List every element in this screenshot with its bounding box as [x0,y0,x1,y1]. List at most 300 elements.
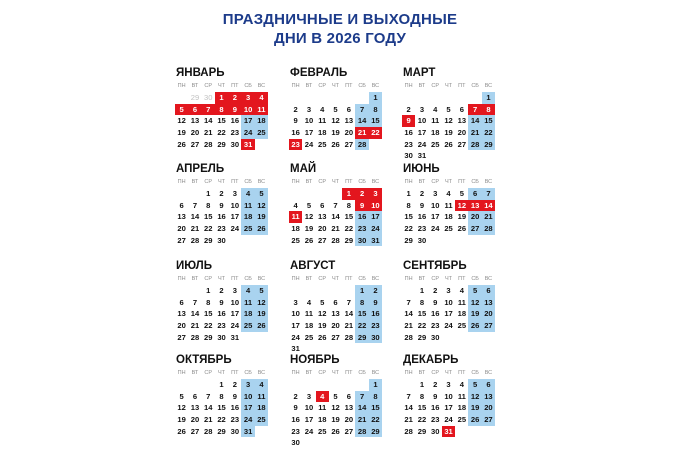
weekday-label: ПН [404,370,413,376]
day-cell: 21 [204,128,213,138]
weekday-label: ВТ [305,83,313,89]
day-cell: 23 [291,426,300,436]
day-cell: 29 [204,235,213,245]
weekday-label: ВТ [191,83,199,89]
day-cell: 17 [230,212,240,222]
empty-cell [302,92,315,104]
title-line-1: ПРАЗДНИЧНЫЕ И ВЫХОДНЫЕ [222,11,458,28]
weekend-day: 29 [482,139,495,151]
holiday-day: 3 [241,92,254,104]
holiday-day: 7 [468,104,481,116]
day-cell: 19 [177,128,186,138]
day-cell: 25 [457,415,467,425]
holiday-day: 9 [355,200,368,212]
weekend-day: 26 [468,320,481,332]
day-cell: 25 [318,426,327,436]
day-cell: 21 [190,224,200,234]
day-cell: 1 [206,286,211,295]
day-cell: 20 [344,128,354,138]
weekday-label: ПТ [231,179,239,185]
weekend-day: 15 [482,115,495,127]
day-cell: 19 [331,128,340,138]
day-cell: 1 [406,189,411,198]
day-cell: 2 [219,189,224,198]
weekday-label: ПН [177,83,186,89]
day-cell: 18 [457,403,467,413]
weekday-header [289,369,393,378]
weekday-label: ПТ [345,370,353,376]
day-cell: 29 [217,139,226,149]
day-cell: 24 [230,224,240,234]
day-cell: 12 [304,212,314,222]
day-cell: 9 [219,200,224,210]
weekday-label: СБ [358,179,366,185]
weekday-label: СР [204,83,213,89]
month-12 [402,353,506,437]
day-cell: 7 [192,297,198,307]
holiday-day: 23 [289,139,302,151]
weekday-label: ВТ [305,276,313,282]
weekend-day: 11 [241,297,254,309]
day-cell: 29 [217,426,226,436]
day-cell: 18 [457,309,467,319]
day-cell: 4 [433,104,438,114]
weekend-day: 19 [468,308,481,320]
day-cell: 30 [417,235,427,245]
weekend-day: 16 [355,211,368,223]
day-cell: 11 [457,297,466,307]
weekday-label: ПТ [231,276,239,282]
month-2 [289,66,393,150]
day-cell: 5 [446,104,451,114]
holiday-day: 3 [369,188,382,200]
day-cell: 22 [404,224,413,234]
day-cell: 24 [291,332,300,342]
day-cell: 30 [217,332,226,342]
weekday-label: ВС [484,276,493,282]
weekday-label: СР [318,276,327,282]
weekday-label: ВТ [191,370,199,376]
day-cell: 4 [306,297,312,307]
empty-cell [188,285,201,297]
day-cell: 25 [431,139,440,149]
weekend-day: 31 [241,426,254,438]
weekend-day: 7 [482,188,495,200]
month-name: АПРЕЛЬ [176,163,225,175]
day-cell: 15 [204,309,213,319]
holiday-day: 5 [175,104,188,116]
day-cell: 11 [304,309,313,319]
weekday-label: ПТ [345,179,353,185]
weekend-day: 15 [369,115,382,127]
day-cell: 18 [318,128,327,138]
day-cell: 3 [293,297,298,307]
day-cell: 16 [230,116,240,126]
weekend-day: 28 [468,139,481,151]
day-cell: 13 [177,212,186,222]
weekday-label: ВС [371,83,380,89]
weekday-label: ЧТ [218,370,226,376]
weekend-day: 20 [482,308,495,320]
day-cell: 16 [291,415,300,425]
weekend-day: 4 [241,188,254,200]
weekday-label: СР [431,83,440,89]
day-cell: 25 [444,224,453,234]
day-cell: 18 [318,415,327,425]
weekend-day: 19 [255,211,268,223]
day-cell: 6 [346,391,351,401]
holiday-day: 14 [482,200,495,212]
day-cell: 21 [404,415,413,425]
day-cell: 28 [344,332,354,342]
day-cell: 24 [304,426,314,436]
day-cell: 20 [457,128,467,138]
month-8 [289,259,393,355]
empty-cell [442,92,455,104]
weekday-label: ПН [291,83,300,89]
day-cell: 7 [333,200,338,210]
holiday-day: 31 [241,139,254,151]
day-cell: 6 [179,297,184,307]
day-cell: 26 [304,235,314,245]
weekday-label: ПН [404,83,413,89]
weekend-day: 5 [468,285,481,297]
day-cell: 28 [190,332,200,342]
day-cell: 21 [404,321,413,331]
empty-cell [289,379,302,391]
weekday-header [402,275,506,284]
day-cell: 6 [179,200,184,210]
day-grid [402,188,495,246]
empty-cell [468,92,481,104]
day-cell: 28 [404,426,413,436]
day-cell: 24 [230,321,240,331]
day-cell: 10 [230,297,240,307]
weekend-day: 21 [468,127,481,139]
holiday-day: 11 [289,211,302,223]
day-cell: 5 [459,189,464,198]
day-cell: 14 [404,309,413,319]
weekend-day: 29 [355,332,368,344]
day-cell: 28 [204,426,213,436]
day-cell: 16 [417,212,427,222]
weekend-day: 11 [241,200,254,212]
day-cell: 22 [204,321,213,331]
weekday-label: ПН [291,370,300,376]
day-cell: 25 [304,332,314,342]
day-cell: 7 [406,297,411,307]
day-cell: 30 [230,139,240,149]
weekend-day: 5 [255,285,268,297]
weekend-day: 17 [241,402,254,414]
holiday-day: 8 [215,104,228,116]
day-cell: 26 [444,139,453,149]
weekday-header [289,275,393,284]
weekday-label: ПН [404,179,413,185]
weekend-day: 6 [482,379,495,391]
month-10 [175,353,279,437]
weekend-day: 12 [468,391,481,403]
day-cell: 16 [404,128,413,138]
weekday-label: СБ [471,276,479,282]
day-cell: 29 [417,332,427,342]
day-cell: 15 [204,212,213,222]
weekend-day: 20 [468,211,481,223]
day-cell: 11 [318,403,327,413]
weekend-day: 1 [355,285,368,297]
day-cell: 9 [293,403,298,413]
weekend-day: 28 [355,139,368,151]
day-cell: 1 [206,189,211,198]
day-cell: 23 [217,321,226,331]
empty-cell [342,379,355,391]
holiday-day: 10 [241,104,254,116]
day-cell: 21 [190,321,200,331]
weekend-day: 12 [468,297,481,309]
weekday-label: СБ [358,83,366,89]
day-cell: 27 [457,139,467,149]
day-cell: 13 [331,309,340,319]
weekend-day: 18 [241,308,254,320]
day-cell: 6 [333,297,338,307]
day-cell: 23 [417,224,427,234]
day-cell: 23 [230,415,240,425]
weekend-day: 17 [369,211,382,223]
weekend-day: 2 [369,285,382,297]
day-cell: 13 [318,212,327,222]
month-name: ОКТЯБРЬ [176,354,232,366]
weekday-label: ВТ [418,276,426,282]
day-grid [175,92,268,150]
weekday-label: ПН [404,276,413,282]
day-cell: 16 [230,403,240,413]
weekend-day: 14 [468,115,481,127]
holiday-day: 4 [316,391,329,403]
weekend-day: 28 [355,426,368,438]
day-cell: 3 [232,286,237,295]
day-cell: 7 [346,297,351,307]
day-cell: 24 [431,224,440,234]
weekend-day: 16 [369,308,382,320]
weekday-label: ЧТ [332,179,340,185]
month-3 [402,66,506,162]
month-11 [289,353,393,449]
day-cell: 1 [219,380,224,389]
day-cell: 5 [306,200,312,210]
day-cell: 10 [417,116,427,126]
day-cell: 11 [457,391,466,401]
weekday-label: СБ [244,179,252,185]
day-cell: 19 [304,224,314,234]
day-cell: 27 [177,332,186,342]
day-cell: 22 [417,415,427,425]
day-cell: 2 [433,380,438,389]
empty-cell [316,92,329,104]
weekend-day: 4 [241,285,254,297]
day-cell: 27 [190,139,200,149]
day-cell: 6 [192,391,198,401]
day-cell: 20 [190,415,200,425]
weekend-day: 15 [355,308,368,320]
weekday-label: ВС [484,370,493,376]
day-cell: 13 [190,116,200,126]
weekday-label: ПТ [231,370,239,376]
weekend-day: 8 [369,104,382,116]
weekend-day: 6 [468,188,481,200]
empty-cell [202,379,215,391]
empty-cell [355,92,368,104]
day-cell: 18 [304,321,314,331]
day-cell: 28 [204,139,213,149]
day-grid [289,379,382,449]
weekday-label: ВТ [418,179,426,185]
weekday-label: СР [431,179,440,185]
empty-cell [329,92,342,104]
empty-cell [455,92,468,104]
day-cell: 25 [318,139,327,149]
weekend-day: 13 [482,391,495,403]
day-cell: 10 [431,200,440,210]
month-4 [175,162,279,246]
day-cell: 30 [217,235,226,245]
weekend-day: 25 [241,320,254,332]
month-name: АВГУСТ [290,260,336,272]
day-cell: 20 [177,321,186,331]
weekday-label: ВС [484,179,493,185]
weekday-label: ВС [484,83,493,89]
weekend-day: 14 [355,402,368,414]
day-cell: 31 [417,151,427,161]
weekday-label: СБ [358,276,366,282]
day-cell: 20 [190,128,200,138]
day-cell: 14 [204,403,213,413]
day-cell: 11 [318,116,327,126]
weekday-label: ВС [257,276,266,282]
weekend-day: 25 [255,414,268,426]
day-cell: 27 [344,139,354,149]
empty-cell [402,379,415,391]
weekend-day: 1 [369,379,382,391]
day-cell: 5 [333,391,338,401]
day-cell: 2 [406,104,411,114]
month-5 [289,162,393,246]
day-cell: 29 [344,235,354,245]
day-cell: 8 [206,200,211,210]
holiday-day: 2 [228,92,241,104]
empty-cell [302,379,315,391]
day-cell: 19 [444,128,453,138]
day-cell: 7 [406,391,411,401]
day-cell: 3 [306,391,312,401]
weekend-day: 19 [255,308,268,320]
weekend-day: 29 [369,426,382,438]
month-name: ФЕВРАЛЬ [290,67,348,79]
day-cell: 15 [417,309,427,319]
day-cell: 30 [431,332,440,342]
weekend-day: 3 [241,379,254,391]
weekend-day: 23 [355,223,368,235]
empty-cell [355,379,368,391]
day-cell: 11 [444,200,453,210]
weekday-label: СР [318,179,327,185]
day-cell: 13 [190,403,200,413]
day-cell: 16 [291,128,300,138]
empty-cell [302,285,315,297]
weekday-label: ПТ [458,83,466,89]
prev-month-day: 29 [190,93,200,102]
day-cell: 26 [331,426,340,436]
weekend-day: 7 [355,104,368,116]
holiday-day: 2 [355,188,368,200]
day-cell: 3 [306,104,312,114]
weekend-day: 5 [255,188,268,200]
month-name: ИЮЛЬ [176,260,213,272]
day-cell: 17 [431,212,440,222]
day-grid [175,285,268,343]
day-cell: 22 [344,224,354,234]
weekday-label: СР [204,276,213,282]
day-grid [175,379,268,437]
weekday-label: ЧТ [332,370,340,376]
weekend-day: 15 [369,402,382,414]
weekday-label: ПТ [345,276,353,282]
weekday-label: ВТ [191,179,199,185]
day-cell: 17 [444,403,453,413]
day-cell: 19 [331,415,340,425]
day-cell: 10 [444,297,453,307]
day-cell: 11 [431,116,440,126]
weekday-label: ПН [177,370,186,376]
day-cell: 17 [444,309,453,319]
day-cell: 9 [419,200,425,210]
weekday-label: ПН [291,179,300,185]
day-cell: 30 [291,438,300,448]
holiday-day: 8 [482,104,495,116]
day-cell: 29 [417,426,427,436]
day-cell: 5 [179,391,184,401]
holiday-day: 1 [215,92,228,104]
weekday-label: СР [204,179,213,185]
holiday-day: 6 [188,104,201,116]
day-cell: 5 [320,297,325,307]
month-name: НОЯБРЬ [290,354,340,366]
empty-cell [429,92,442,104]
day-cell: 22 [217,128,226,138]
page-title [155,10,525,48]
day-cell: 27 [344,426,354,436]
day-cell: 22 [217,415,226,425]
weekday-header [402,369,506,378]
weekday-label: ПТ [458,370,466,376]
day-cell: 3 [419,104,425,114]
weekend-day: 7 [355,391,368,403]
day-cell: 15 [217,116,226,126]
day-cell: 26 [177,426,186,436]
day-cell: 12 [331,403,340,413]
weekend-day: 24 [241,127,254,139]
empty-cell [175,92,188,104]
weekday-label: ЧТ [332,276,340,282]
empty-cell [329,379,342,391]
weekday-label: ВС [371,179,380,185]
day-cell: 7 [192,200,198,210]
day-cell: 17 [230,309,240,319]
empty-cell [342,285,355,297]
empty-cell [316,379,329,391]
day-cell: 10 [304,403,314,413]
day-cell: 21 [331,224,340,234]
empty-cell [316,188,329,200]
